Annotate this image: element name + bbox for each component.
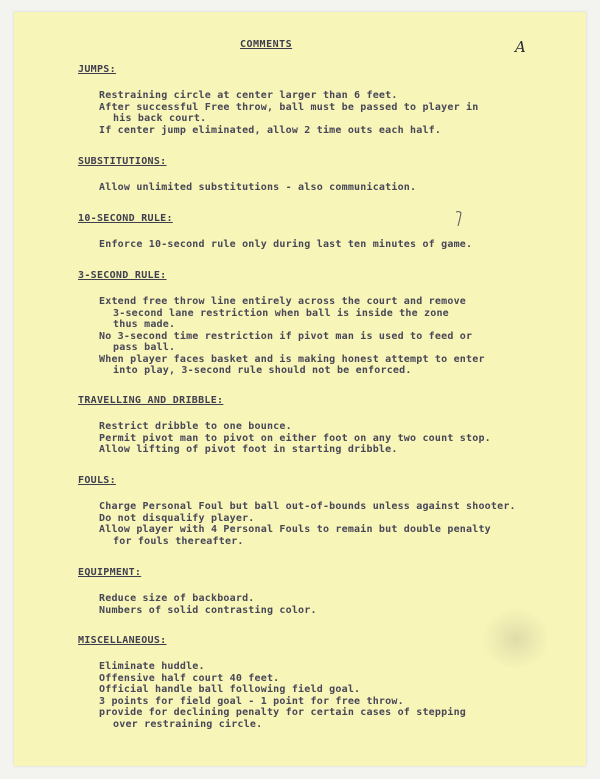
- comment-line: 3 points for field goal - 1 point for free throw.: [99, 695, 404, 707]
- comment-line: 3-second lane restriction when ball is inside the zone: [113, 307, 449, 319]
- comment-line: over restraining circle.: [113, 718, 263, 730]
- section-heading: JUMPS:: [78, 64, 116, 75]
- section-heading: EQUIPMENT:: [78, 567, 142, 578]
- comment-line: Restrict dribble to one bounce.: [99, 421, 292, 432]
- comment-line: into play, 3-second rule should not be enforced.: [113, 365, 412, 376]
- comment-line: his back court.: [113, 113, 207, 124]
- comment-line: Permit pivot man to pivot on either foot on any two count stop.: [99, 432, 491, 444]
- comment-line: Offensive half court 40 feet.: [99, 672, 280, 684]
- comment-line: Allow unlimited substitutions - also communication.: [99, 182, 417, 193]
- comment-line: Allow lifting of pivot foot in starting dribble.: [99, 444, 398, 455]
- section-substitutions: [78, 156, 416, 194]
- comment-line: Reduce size of backboard.: [99, 593, 255, 604]
- comment-line: pass ball.: [113, 342, 176, 353]
- section-miscellaneous: [78, 635, 466, 730]
- comment-line: No 3-second time restriction if pivot man is used to feed or: [99, 330, 473, 342]
- comment-line: Enforce 10-second rule only during last ten minutes of game.: [99, 239, 473, 250]
- comment-line: If center jump eliminated, allow 2 time outs each half.: [99, 124, 442, 136]
- section-heading: 3-SECOND RULE:: [78, 270, 167, 281]
- comment-line: Allow player with 4 Personal Fouls to remain but double penalty: [99, 524, 491, 535]
- section-10-second-rule: [78, 213, 472, 251]
- section-equipment: [78, 567, 317, 616]
- comment-line: provide for declining penalty for certain cases of stepping: [99, 707, 467, 718]
- section-jumps: [78, 64, 478, 136]
- comment-line: Official handle ball following field goal.: [99, 684, 361, 695]
- paper-stain: [482, 608, 550, 670]
- section-heading: FOULS:: [78, 475, 116, 486]
- comment-line: Extend free throw line entirely across the court and remove: [99, 296, 467, 307]
- comment-line: Do not disqualify player.: [99, 512, 255, 524]
- comment-line: Restraining circle at center larger than 6 feet.: [99, 90, 398, 101]
- section-fouls: [78, 475, 516, 547]
- comment-line: Numbers of solid contrasting color.: [99, 604, 317, 616]
- section-travelling-and-dribble: [78, 395, 491, 456]
- page-title: COMMENTS: [240, 39, 293, 50]
- comment-line: When player faces basket and is making honest attempt to enter: [99, 353, 485, 365]
- comment-line: After successful Free throw, ball must be passed to player in: [99, 101, 479, 113]
- handwritten-page-mark: A: [515, 38, 526, 56]
- comment-line: Charge Personal Foul but ball out-of-bounds unless against shooter.: [99, 501, 516, 512]
- comment-line: thus made.: [113, 319, 176, 330]
- comment-line: for fouls thereafter.: [113, 535, 244, 547]
- section-3-second-rule: [78, 270, 485, 377]
- section-heading: SUBSTITUTIONS:: [78, 156, 167, 167]
- section-heading: 10-SECOND RULE:: [78, 213, 173, 224]
- section-heading: TRAVELLING AND DRIBBLE:: [78, 395, 224, 406]
- comment-line: Eliminate huddle.: [99, 661, 205, 672]
- section-heading: MISCELLANEOUS:: [78, 635, 167, 646]
